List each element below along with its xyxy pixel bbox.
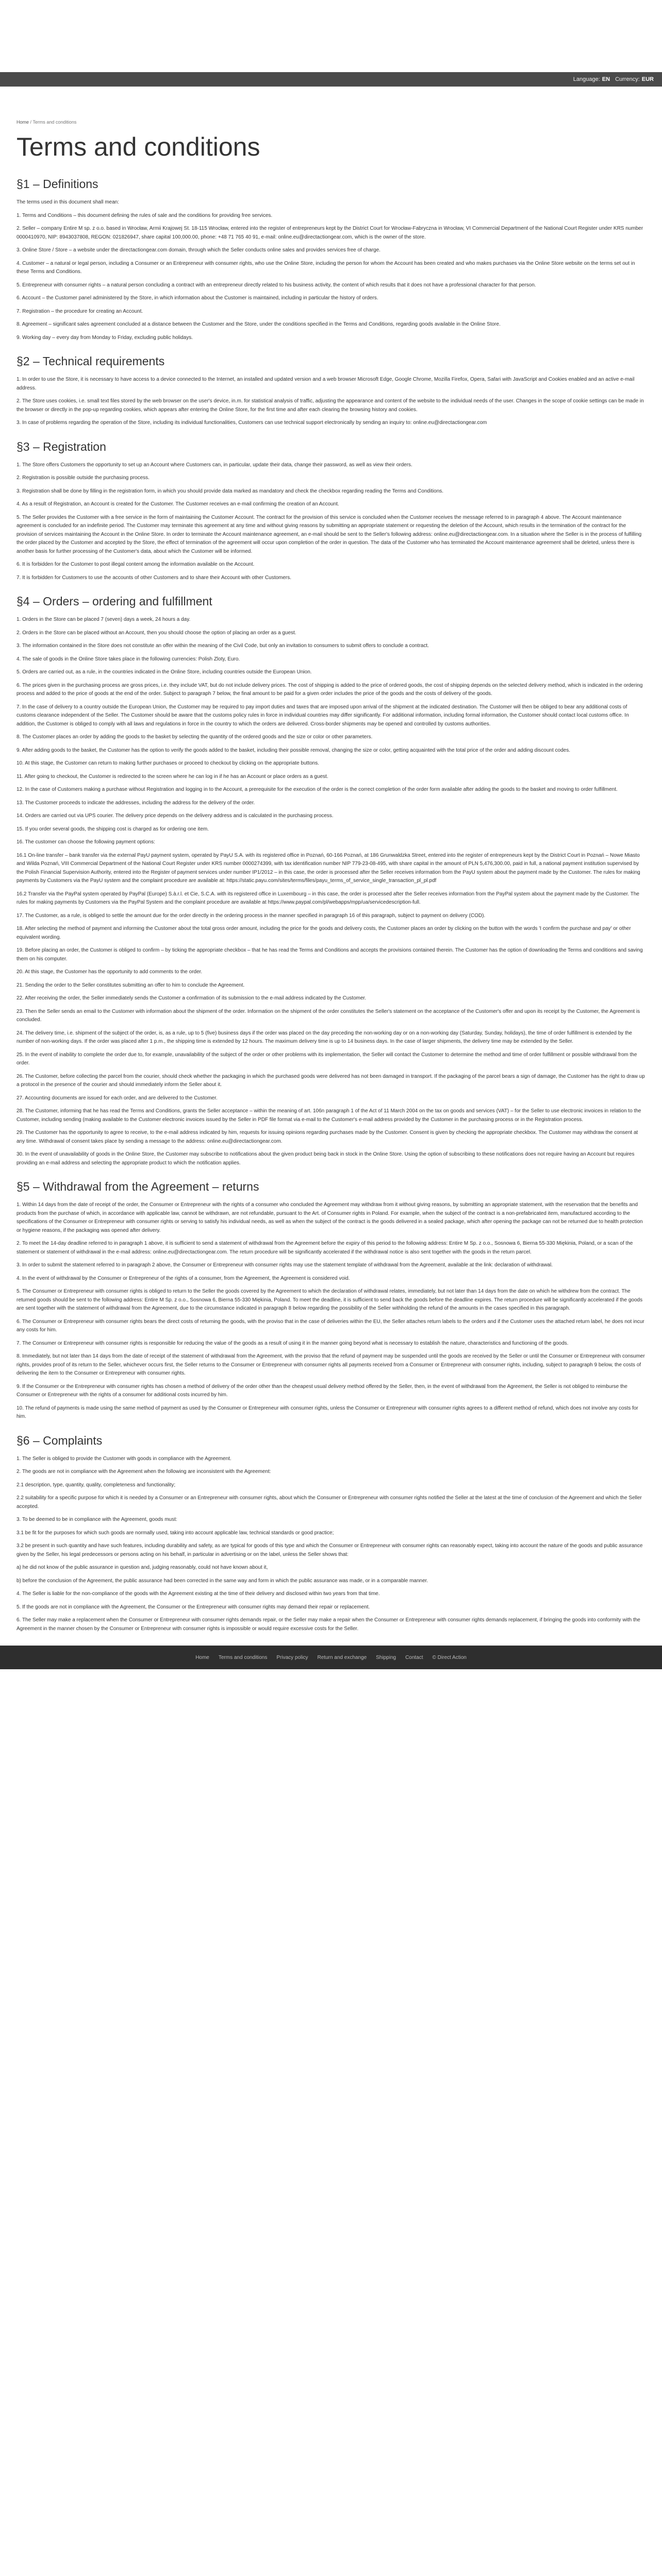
section-paragraph: 16.2 Transfer via the PayPal system operated by PayPal (Europe) S.à.r.l. et Cie, S.C.A. with its registered office in Luxembourg – in this case, the order is processed after the Seller receives information from the PayPal system about the payment made by the Customer. The rules for making payments by Customers via the PayPal System and the complaint procedure are available at https://www.paypal.com/pl/webapps/mpp/ua/servicedescription-full. (16, 891, 639, 905)
section-paragraph: 7. It is forbidden for Customers to use the accounts of other Customers and to share their Account with other Customers. (16, 574, 292, 581)
section-paragraph: 6. It is forbidden for the Customer to post illegal content among the information available on the Account. (16, 562, 255, 567)
section-paragraph: 5. Orders are carried out, as a rule, in the countries indicated in the Online Store, including countries outside the European Union. (16, 669, 312, 675)
section-paragraph: 6. The Seller may make a replacement when the Consumer or Entrepreneur with consumer rights demands repair, or the Seller may make a repair when the Consumer or Entrepreneur with consumer rights demands replacement, if bringing the goods into conformity with the Agreement in the manner chosen by the Consumer or Entrepreneur with consumer rights is impossible or would require excessive costs for the Seller. (16, 1617, 640, 1632)
footer (0, 1646, 662, 1669)
section-paragraph: 4. The sale of goods in the Online Store takes place in the following currencies: Polish Zloty, Euro. (16, 656, 240, 662)
section-paragraph: 1. Within 14 days from the date of receipt of the order, the Consumer or Entrepreneur with the rights of a consumer who concluded the Agreement may withdraw from it without giving reasons, by submitting an appropriate statement, with the reservation that the benefits and products from the purchase of which, in accordance with applicable law, cannot be withdrawn, are not refundable, pursuant to the Art. of Consumer rights in Poland. For example, when the subject of the contract is a non-prefabricated item, manufactured according to the specifications of the Consumer or Entrepreneur with consumer rights or serving to satisfy his individual needs, as well as when the subject of the contract is the goods delivered in a sealed package, which after opening the package can not be returned due to health protection or hygiene reasons, if the packaging was opened after delivery. (16, 1202, 643, 1233)
terms-section (16, 440, 646, 583)
currency-selector[interactable] (615, 76, 654, 82)
section-paragraph: 1. In order to use the Store, it is necessary to have access to a device connected to the Internet, an installed and updated version and a web browser Microsoft Edge, Google Chrome, Mozilla Firefox, Opera, Safari with JavaScript and Cookies enabled and an active e-mail address. (16, 377, 635, 391)
footer-link[interactable]: Home (195, 1654, 209, 1660)
section-paragraph: 2. The Store uses cookies, i.e. small text files stored by the web browser on the user's device, in.m. for statistical analysis of traffic, adjusting the appearance and content of the website to the individual needs of the user. Changes in the scope of cookie settings can be made in the browser or directly in the pop-up regarding cookies, which appears after entering the Online Store, for the first time and after each clearing the browsing history and cookies. (16, 398, 644, 413)
section-paragraph: 16.1 On-line transfer – bank transfer via the external PayU payment system, operated by PayU S.A. with its registered office in Poznań, 60-166 Poznań, at 186 Grunwaldzka Street, entered into the register of entrepreneurs kept by the District Court in Poznań – Nowe Miasto and Wilda Poznań, VIII Commercial Department of the National Court Register under KRS number 0000274399, with tax identification number NIP 779-23-08-495, with share capital in the amount of PLN 5,476,300.00, paid in full, a national payment institution supervised by the Polish Financial Supervision Authority, entered into the Register of payment services under number IP1/2012 – in this case, the order is processed after the Seller receives information from the PayU system about the payment made by the Customer. The rules for making payments by Customers via the PayU system and the complaint procedure are available at: https://static.payu.com/sites/terms/files/payu_terms_of_service_single_transaction_pl_pl.pdf (16, 852, 640, 884)
section-paragraph: 4. In the event of withdrawal by the Consumer or Entrepreneur of the rights of a consumer, from the Agreement, the Agreement is considered void. (16, 1275, 350, 1281)
terms-section (16, 1434, 646, 1634)
section-paragraph: 5. Entrepreneur with consumer rights – a natural person concluding a contract with an entrepreneur directly related to his business activity, the content of which results that it does not have a professional character for that person. (16, 282, 536, 288)
section-paragraph: 16. The customer can choose the following payment options: (16, 839, 155, 845)
section-paragraph: 8. Immediately, but not later than 14 days from the date of receipt of the statement of withdrawal from the Agreement, with the proviso that the refund of payment may be suspended until the goods are received by the Seller or until the Consumer or Entrepreneur with consumer rights, provides proof of its return to the Seller, whichever occurs first, the Seller returns to the Consumer or Entrepreneur with consumer rights all payments received from a Consumer or Entrepreneur with consumer rights, including, subject to paragraph 9 below, the costs of delivering the item to the Consumer or Entrepreneur with consumer rights. (16, 1353, 645, 1376)
section-paragraph: 6. Account – the Customer panel administered by the Store, in which information about the Customer is maintained, including in particular the history of orders. (16, 295, 378, 301)
section-paragraph: 3. The information contained in the Store does not constitute an offer within the meaning of the Civil Code, but only an invitation to consumers to submit offers to conclude a contract. (16, 643, 429, 649)
section-paragraph: 6. The Consumer or Entrepreneur with consumer rights bears the direct costs of returning the goods, with the proviso that in the case of deliveries within the EU, the Seller attaches return labels to the orders and if the Customer uses the attached return label, he does not incur any costs for him. (16, 1318, 644, 1333)
section-paragraph: 1. The Seller is obliged to provide the Customer with goods in compliance with the Agreement. (16, 1455, 231, 1462)
section-paragraph: 2.2 suitability for a specific purpose for which it is needed by a Consumer or an Entrepreneur with consumer rights, about which the Consumer or Entrepreneur with consumer rights notified the Seller at the latest at the time of conclusion of the Agreement and which the Seller accepted. (16, 1495, 642, 1510)
footer-link[interactable]: Contact (405, 1654, 423, 1660)
section-paragraph: 24. The delivery time, i.e. shipment of the subject of the order, is, as a rule, up to 5 (five) business days if the order was placed on the day preceding the non-working day or on a non-working day (Saturday, Sunday, holidays), the time of order fulfillment is extended by the number of non-working days. If the order was placed after 1 p.m., the shipping time is extended by 12 hours. The maximum delivery time is up to 14 business days. In the case of larger shipments, the delivery time may be extended by the Seller. (16, 1030, 632, 1044)
terms-section (16, 1180, 646, 1421)
breadcrumb (16, 87, 646, 125)
section-title: §5 – Withdrawal from the Agreement – returns (16, 1180, 259, 1193)
section-paragraph: 10. At this stage, the Customer can return to making further purchases or proceed to checkout by clicking on the appropriate buttons. (16, 760, 319, 766)
section-paragraph: 26. The Customer, before collecting the parcel from the courier, should check whether the packaging in which the purchased goods were delivered has not been damaged in transport. If the packaging of the parcel bears a sign of damage, the Customer has the right to draw up a protocol in the presence of the courier and should immediately inform the Seller about it. (16, 1073, 645, 1088)
section-title: §1 – Definitions (16, 177, 98, 191)
section-paragraph: 12. In the case of Customers making a purchase without Registration and logging in to the Account, a prerequisite for the execution of the order is the correct completion of the order form available after adding the goods to the basket and moving to order fulfillment. (16, 787, 618, 792)
section-paragraph: 2. Orders in the Store can be placed without an Account, then you should choose the option of placing an order as a guest. (16, 630, 296, 636)
section-paragraph: 1. The Store offers Customers the opportunity to set up an Account where Customers can, in particular, update their data, change their password, as well as view their orders. (16, 462, 412, 468)
section-title: §2 – Technical requirements (16, 354, 165, 368)
terms-sections (16, 177, 646, 1633)
section-paragraph: 7. In the case of delivery to a country outside the European Union, the Customer may be required to pay import duties and taxes that are imposed upon arrival of the shipment at the indicated destination. The Customer will then be obliged to bear any additional costs of customs clearance independent of the Seller. The Customer should be aware that the customs policy rules in force in individual countries may differ significantly. For additional information, including formal information, the Customer should contact local customs office. In addition, the Customer is obliged to comply with all laws and regulations in force in the country to which the orders are delivered. Cross-border shipments may be opened and controlled by customs authorities. (16, 704, 629, 727)
top-bar (0, 72, 662, 87)
section-paragraph: 27. Accounting documents are issued for each order, and are delivered to the Customer. (16, 1095, 218, 1101)
section-title: §3 – Registration (16, 439, 106, 453)
section-title: §6 – Complaints (16, 1433, 103, 1447)
section-paragraph: a) he did not know of the public assurance in question and, judging reasonably, could not have known about it, (16, 1565, 268, 1570)
footer-link[interactable]: Privacy policy (276, 1654, 308, 1660)
section-paragraph: 5. The Consumer or Entrepreneur with consumer rights is obliged to return to the Seller the goods covered by the Agreement to which the declaration of withdrawal relates, immediately, but not later than 14 days from the date on which he withdrew from the contract. The returned goods should be sent to the following address: Entire M Sp. z o.o., Sosnowa 6, Bierna 55-330 Miękinia, Poland. To meet the deadline, it is sufficient to send back the goods before the deadline expires. The return procedure will be significantly accelerated if the goods are sent together with the statement of withdrawal from the Agreement, due to the circumstance indicated in paragraph 8 below regarding the possibility of the Seller withholding the refund of the amounts in the cases specified in this paragraph. (16, 1289, 643, 1311)
section-paragraph: 29. The Customer has the opportunity to agree to receive, to the e-mail address indicated by him, requests for issuing opinions regarding purchases made by the Customer. Consent is given by checking the appropriate checkbox. The Customer may withdraw the consent at any time. Withdrawal of consent takes place by sending a message to the address: online.eu@directactiongear.com. (16, 1130, 638, 1144)
currency-value: EUR (641, 76, 654, 82)
footer-link[interactable]: Shipping (376, 1654, 396, 1660)
footer-copyright: © Direct Action (432, 1654, 467, 1660)
section-paragraph: 1. Terms and Conditions – this document defining the rules of sale and the conditions for providing free services. (16, 212, 273, 218)
terms-section (16, 177, 646, 342)
section-paragraph: 18. After selecting the method of payment and informing the Customer about the total gross order amount, including the price for the goods and delivery costs, the Customer places an order by clicking on the button with the words 'I confirm the purchase and pay' or other equivalent wording. (16, 926, 631, 940)
language-value: EN (602, 76, 610, 82)
section-paragraph: 25. In the event of inability to complete the order due to, for example, unavailability of the subject of the order or other problems with its implementation, the Seller will contact the Customer to determine the method and time of order fulfillment or possible withdrawal from the order. (16, 1052, 637, 1066)
section-paragraph: 19. Before placing an order, the Customer is obliged to confirm – by ticking the appropriate checkbox – that he has read the Terms and Conditions and accepts the provisions contained therein. The Customer has the option of downloading the Terms and conditions and saving them on his computer. (16, 947, 643, 962)
section-paragraph: 3. In order to submit the statement referred to in paragraph 2 above, the Consumer or Entrepreneur with consumer rights may use the statement template of withdrawal from the Agreement, available at the link: declaration of withdrawal. (16, 1262, 553, 1268)
section-paragraph: 9. Working day – every day from Monday to Friday, excluding public holidays. (16, 334, 193, 341)
section-paragraph: 5. The Seller provides the Customer with a free service in the form of maintaining the Customer Account. The contract for the provision of this service is concluded when the Customer receives the message referred to in paragraph 4 above. The Account maintenance agreement is concluded for an indefinite period. The Customer may terminate this agreement at any time and without giving reasons by submitting an appropriate statement or requesting the deletion of the Account, which results in the termination of the contract for the provision of services maintaining the Account in the Online Store. In order to terminate the Account maintenance agreement, an e-mail should be sent to the Seller's following address: online.eu@directactiongear.com. In a situation where the Seller is in the process of fulfilling the order placed by the Customer and accepted by the Store, the effect of termination of the agreement will occur upon completion of the order in question. The data of the Customer who has terminated the Account maintenance agreement shall be deleted, unless there is another basis for further processing of the Customer's data, about which the Customer will be informed. (16, 514, 642, 554)
breadcrumb-separator: / (29, 120, 33, 125)
section-paragraph: 21. Sending the order to the Seller constitutes submitting an offer to him to conclude the Agreement. (16, 982, 245, 988)
section-paragraph: 7. The Consumer or Entrepreneur with consumer rights is responsible for reducing the value of the goods as a result of using it in the manner going beyond what is necessary to establish the nature, characteristics and functioning of the goods. (16, 1340, 569, 1346)
section-paragraph: 30. In the event of unavailability of goods in the Online Store, the Customer may subscribe to notifications about the given product being back in stock in the Online Store. Using the option of subscribing to these notifications does not require having an Account but requires providing an e-mail address and selecting the appropriate product to which the notification applies. (16, 1151, 635, 1166)
section-paragraph: The terms used in this document shall mean: (16, 199, 119, 205)
section-paragraph: 4. The Seller is liable for the non-compliance of the goods with the Agreement existing at the time of their delivery and disclosed within two years from that time. (16, 1591, 380, 1597)
section-paragraph: 22. After receiving the order, the Seller immediately sends the Customer a confirmation of its submission to the e-mail address indicated by the Customer. (16, 995, 367, 1001)
section-paragraph: 8. The Customer places an order by adding the goods to the basket by selecting the quantity of the ordered goods and the size or color or other parameters. (16, 734, 373, 740)
terms-section (16, 354, 646, 428)
content-container (16, 87, 646, 1633)
section-paragraph: 8. Agreement – significant sales agreement concluded at a distance between the Customer and the Store, under the conditions specified in the Terms and Conditions, regarding goods available in the Online Store. (16, 321, 501, 327)
section-paragraph: 2.1 description, type, quantity, quality, completeness and functionality; (16, 1482, 176, 1488)
section-paragraph: 3.1 be fit for the purposes for which such goods are normally used, taking into account applicable law, technical standards or good practice; (16, 1530, 334, 1536)
section-title: §4 – Orders – ordering and fulfillment (16, 595, 212, 608)
section-paragraph: 14. Orders are carried out via UPS courier. The delivery price depends on the delivery address and is calculated in the purchasing process. (16, 813, 334, 819)
terms-section (16, 595, 646, 1167)
section-paragraph: 3. Registration shall be done by filling in the registration form, in which you should provide data marked as mandatory and check the checkbox regarding reading the Terms and Conditions. (16, 488, 444, 494)
section-paragraph: 20. At this stage, the Customer has the opportunity to add comments to the order. (16, 969, 203, 975)
section-paragraph: 15. If you order several goods, the shipping cost is charged as for ordering one item. (16, 826, 209, 832)
breadcrumb-home[interactable]: Home (16, 120, 29, 125)
page-title: Terms and conditions (16, 132, 260, 161)
section-paragraph: b) before the conclusion of the Agreement, the public assurance had been corrected in the same way and form in which the public assurance was made, or in a comparable manner. (16, 1578, 428, 1584)
section-paragraph: 9. If the Consumer or the Entrepreneur with consumer rights has chosen a method of delivery of the order other than the cheapest usual delivery method offered by the Seller, then, in the event of withdrawal from the Agreement, the Seller is not obliged to reimburse the Consumer or Entrepreneur with the rights of a consumer for additional costs incurred by him. (16, 1383, 627, 1398)
section-paragraph: 17. The Customer, as a rule, is obliged to settle the amount due for the order directly in the ordering process in the manner specified in paragraph 16 of this paragraph, subject to payment on delivery (COD). (16, 912, 486, 919)
section-paragraph: 11. After going to checkout, the Customer is redirected to the screen where he can log in if he has an Account or place orders as a guest. (16, 773, 328, 779)
currency-label: Currency: (615, 76, 640, 82)
section-paragraph: 6. The prices given in the purchasing process are gross prices, i.e. they include VAT, but do not include delivery prices. The cost of shipping is added to the price of ordered goods, the cost of shipping depends on the selected delivery method, which is indicated in the ordering process and added to the price of goods at the end of the order. Subject to paragraph 7 below, the final amount to be paid for a given order includes the price of the goods and the costs of delivery of the goods. (16, 682, 643, 697)
language-selector[interactable] (573, 76, 610, 82)
section-paragraph: 23. Then the Seller sends an email to the Customer with information about the shipment of the order. Information on the shipment of the order constitutes the Seller's statement on the acceptance of the Customer's offer and upon its receipt by the Customer, the Agreement is concluded. (16, 1008, 640, 1023)
section-paragraph: 28. The Customer, informing that he has read the Terms and Conditions, grants the Seller acceptance – within the meaning of art. 106n paragraph 1 of the Act of 11 March 2004 on the tax on goods and services (VAT) – for the Seller to use electronic invoices in relation to the Customer, including sending (making available to the Customer electronic invoices issued by the Seller in PDF file format via e-mail to the Customer's e-mail address provided by the Customer in the purchasing process or in the Registration process. (16, 1108, 641, 1123)
section-paragraph: 5. If the goods are not in compliance with the Agreement, the Consumer or the Entrepreneur with consumer rights may demand their repair or replacement. (16, 1604, 370, 1610)
section-paragraph: 3. Online Store / Store – a website under the directactiongear.com domain, through which the Seller conducts online sales and provides services free of charge. (16, 247, 380, 253)
section-paragraph: 10. The refund of payments is made using the same method of payment as used by the Consumer or Entrepreneur with consumer rights, unless the Consumer or Entrepreneur with consumer rights agrees to a different method of refund, which does not involve any costs for him. (16, 1405, 638, 1419)
footer-link[interactable]: Terms and conditions (218, 1654, 268, 1660)
language-label: Language: (573, 76, 600, 82)
section-paragraph: 13. The Customer proceeds to indicate the addresses, including the address for the delivery of the order. (16, 800, 255, 806)
breadcrumb-current: Terms and conditions (32, 120, 77, 125)
footer-link[interactable]: Return and exchange (317, 1654, 367, 1660)
section-paragraph: 2. Registration is possible outside the purchasing process. (16, 475, 150, 481)
section-paragraph: 2. The goods are not in compliance with the Agreement when the following are inconsistent with the Agreement: (16, 1469, 271, 1475)
section-paragraph: 3.2 be present in such quantity and have such features, including durability and safety, as are typical for goods of this type and which the Consumer or Entrepreneur with consumer rights can reasonably expect, taking into account the nature of the goods and public assurance given by the Seller, his legal predecessors or persons acting on his behalf, in particular in advertising or on the label, unless the Seller shows that: (16, 1543, 643, 1557)
section-paragraph: 7. Registration – the procedure for creating an Account. (16, 308, 143, 314)
section-paragraph: 1. Orders in the Store can be placed 7 (seven) days a week, 24 hours a day. (16, 617, 191, 622)
section-paragraph: 3. To be deemed to be in compliance with the Agreement, goods must: (16, 1517, 177, 1522)
section-paragraph: 3. In case of problems regarding the operation of the Store, including its individual functionalities, Customers can use technical support electronically by sending an inquiry to: online.eu@directactiongear.com (16, 420, 487, 426)
section-paragraph: 2. Seller – company Entire M sp. z o.o. based in Wrocław, Armii Krajowej St. 18-115 Wrocław, entered into the register of entrepreneurs kept by the District Court for Wrocław-Fabryczna in Wrocław, VI Commercial Department of the National Court Register under KRS number 0000410970, NIP: 8943037808, REGON: 021826947, share capital 100,000.00, phone: +48 71 765 40 91, e-mail: online.eu@directactiongear.com, which is the owner of the store. (16, 226, 643, 240)
section-paragraph: 2. To meet the 14-day deadline referred to in paragraph 1 above, it is sufficient to send a statement of withdrawal from the Agreement before the expiry of this period to the following address: Entire M Sp. z o.o., Sosnowa 6, Bierna 55-330 Miękinia, Poland, or a scan of the statement or statement of withdrawal in the e-mail address: online.eu@directactiongear.com. The return procedure will be significantly accelerated if the withdrawal notice is also sent together with the goods in the return parcel. (16, 1241, 633, 1255)
top-spacer (0, 0, 662, 72)
section-paragraph: 9. After adding goods to the basket, the Customer has the option to verify the goods added to the basket, including their possible removal, changing the size or color, getting acquainted with the total price of the order and adding discount codes. (16, 747, 571, 753)
section-paragraph: 4. As a result of Registration, an Account is created for the Customer. The Customer receives an e-mail confirming the creation of an Account. (16, 501, 339, 507)
section-paragraph: 4. Customer – a natural or legal person, including a Consumer or an Entrepreneur with consumer rights, who use the Online Store, including the person for whom the Account has been created and who makes purchases via the Online Store website on the terms set out in these Terms and Conditions. (16, 260, 635, 275)
